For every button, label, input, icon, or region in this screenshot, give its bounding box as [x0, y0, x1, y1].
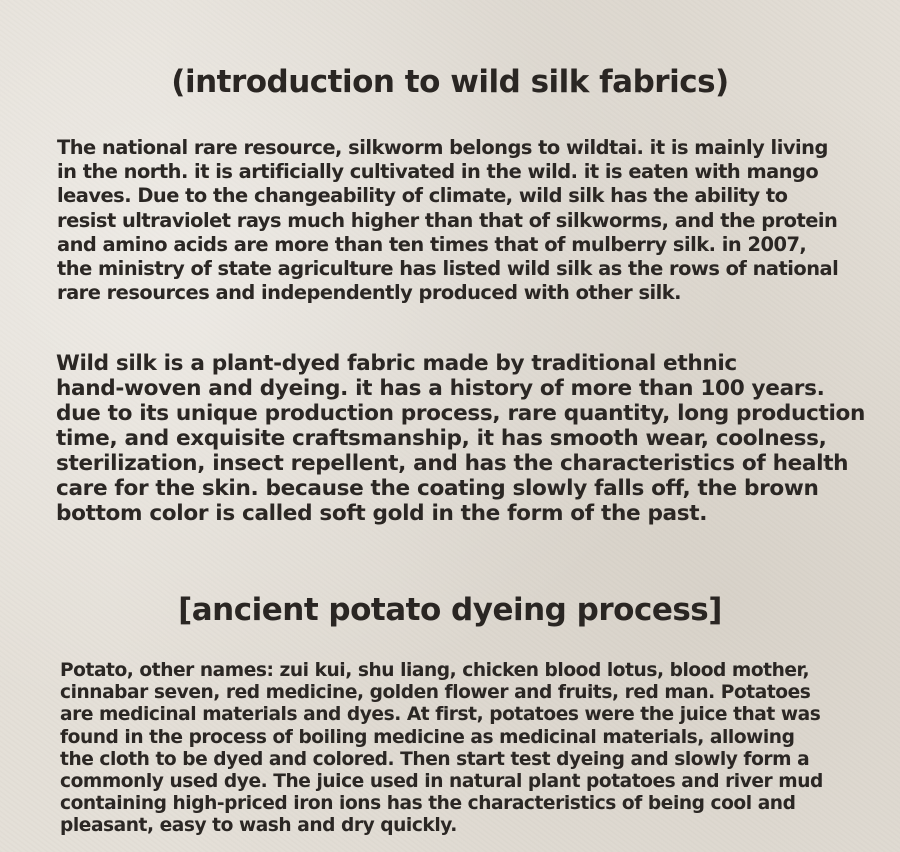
text-line: resist ultraviolet rays much higher than that of silkworms, and the protein	[57, 208, 838, 232]
text-line: Wild silk is a plant-dyed fabric made by traditional ethnic	[56, 351, 737, 376]
text-line: in the north. it is artificially cultivated in the wild. it is eaten with mango	[57, 160, 819, 184]
text-line: containing high-priced iron ions has the characteristics of being cool and	[60, 793, 796, 815]
text-line: hand-woven and dyeing. it has a history of more than 100 years.	[56, 376, 825, 401]
text-line: bottom color is called soft gold in the form of the past.	[56, 501, 708, 526]
paragraph-wild-silk-dyeing	[56, 351, 865, 526]
text-line: the ministry of state agriculture has listed wild silk as the rows of national	[57, 257, 839, 281]
text-line: found in the process of boiling medicine as medicinal materials, allowing	[60, 726, 795, 748]
text-line: leaves. Due to the changeability of climate, wild silk has the ability to	[57, 184, 788, 208]
text-line: and amino acids are more than ten times that of mulberry silk. in 2007,	[57, 232, 807, 256]
text-line: due to its unique production process, rare quantity, long production	[56, 401, 866, 426]
text-line: The national rare resource, silkworm belongs to wildtai. it is mainly living	[57, 136, 828, 159]
paragraph-wild-silk-resource	[57, 136, 838, 305]
text-line: care for the skin. because the coating slowly falls off, the brown	[56, 476, 819, 501]
text-line: the cloth to be dyed and colored. Then start test dyeing and slowly form a	[60, 748, 810, 770]
text-line: pleasant, easy to wash and dry quickly.	[60, 815, 457, 837]
heading-wild-silk-intro: (introduction to wild silk fabrics)	[171, 64, 729, 100]
text-line: commonly used dye. The juice used in natural plant potatoes and river mud	[60, 771, 823, 793]
text-line: time, and exquisite craftsmanship, it has smooth wear, coolness,	[56, 426, 827, 451]
text-line: rare resources and independently produced with other silk.	[57, 281, 682, 305]
text-line: are medicinal materials and dyes. At first, potatoes were the juice that was	[60, 704, 821, 726]
text-line: sterilization, insect repellent, and has the characteristics of health	[56, 451, 849, 476]
heading-potato-dyeing-process: [ancient potato dyeing process]	[178, 592, 722, 628]
text-line: Potato, other names: zui kui, shu liang, chicken blood lotus, blood mother,	[60, 660, 810, 681]
text-line: cinnabar seven, red medicine, golden flower and fruits, red man. Potatoes	[60, 682, 811, 704]
paragraph-potato-dye	[60, 660, 823, 838]
